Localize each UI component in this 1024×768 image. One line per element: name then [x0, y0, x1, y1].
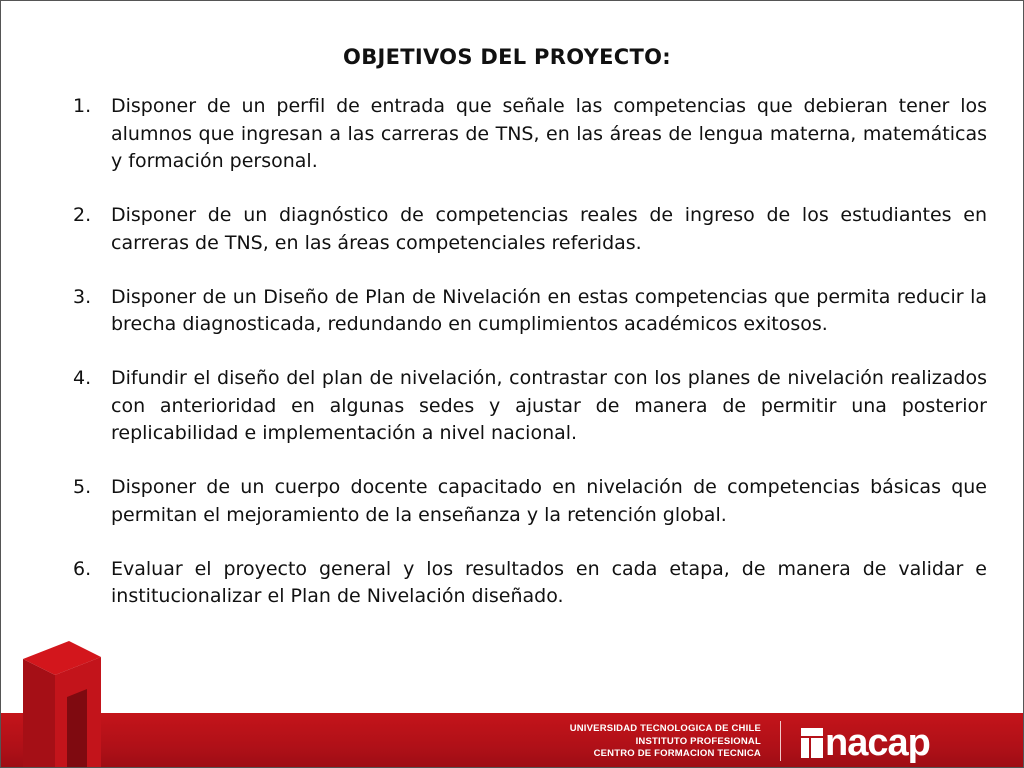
- objective-text: Disponer de un perfil de entrada que señale las competencias que debieran tener los alumnos que ingresan a las carreras de TNS, en las áreas de lengua materna, matemáticas y formación personal.: [111, 95, 987, 172]
- objective-item-6: [73, 556, 987, 611]
- objective-number: 4.: [73, 367, 92, 389]
- red-block-decoration: [1, 601, 111, 768]
- objective-text: Disponer de un diagnóstico de competencias reales de ingreso de los estudiantes en carreras de TNS, en las áreas competenciales referidas.: [111, 204, 987, 254]
- block-left-face: [23, 659, 55, 768]
- slide-title: OBJETIVOS DEL PROYECTO:: [343, 45, 671, 69]
- objective-text: Difundir el diseño del plan de nivelación, contrastar con los planes de nivelación realizados con anterioridad en algunas sedes y ajustar de manera de permitir una posterior replicabilidad e implementación a nivel nacional.: [111, 367, 987, 444]
- institution-line-technical: CENTRO DE FORMACION TECNICA: [593, 748, 761, 759]
- objective-item-4: [73, 365, 987, 448]
- objective-number: 2.: [73, 204, 92, 226]
- objective-text: Evaluar el proyecto general y los resultados en cada etapa, de manera de validar e institucionalizar el Plan de Nivelación diseñado.: [111, 557, 987, 607]
- objective-item-5: [73, 474, 987, 529]
- objective-item-3: [73, 284, 987, 339]
- objective-item-2: [73, 202, 987, 257]
- inacap-logo: [801, 723, 981, 763]
- institution-line-professional: INSTITUTO PROFESIONAL: [635, 735, 761, 747]
- institution-line-university: UNIVERSIDAD TECNOLOGICA DE CHILE: [569, 723, 761, 734]
- objective-number: 3.: [73, 285, 92, 308]
- logo-mark-icon: [801, 728, 823, 758]
- objectives-list: [73, 93, 987, 611]
- logo-text: nacap: [825, 722, 930, 764]
- block-notch: [67, 689, 87, 768]
- objective-number: 5.: [73, 476, 92, 498]
- objective-number: 1.: [73, 95, 92, 117]
- footer-divider: [780, 721, 781, 761]
- objective-text: Disponer de un Diseño de Plan de Nivelación en estas competencias que permita reducir la brecha diagnosticada, redundando en cumplimientos académicos exitosos.: [111, 285, 987, 335]
- objective-text: Disponer de un cuerpo docente capacitado en nivelación de competencias básicas que permitan el mejoramiento de la enseñanza y la retención global.: [111, 476, 987, 526]
- institution-names: [501, 723, 761, 761]
- objective-number: 6.: [73, 557, 92, 580]
- objective-item-1: [73, 93, 987, 176]
